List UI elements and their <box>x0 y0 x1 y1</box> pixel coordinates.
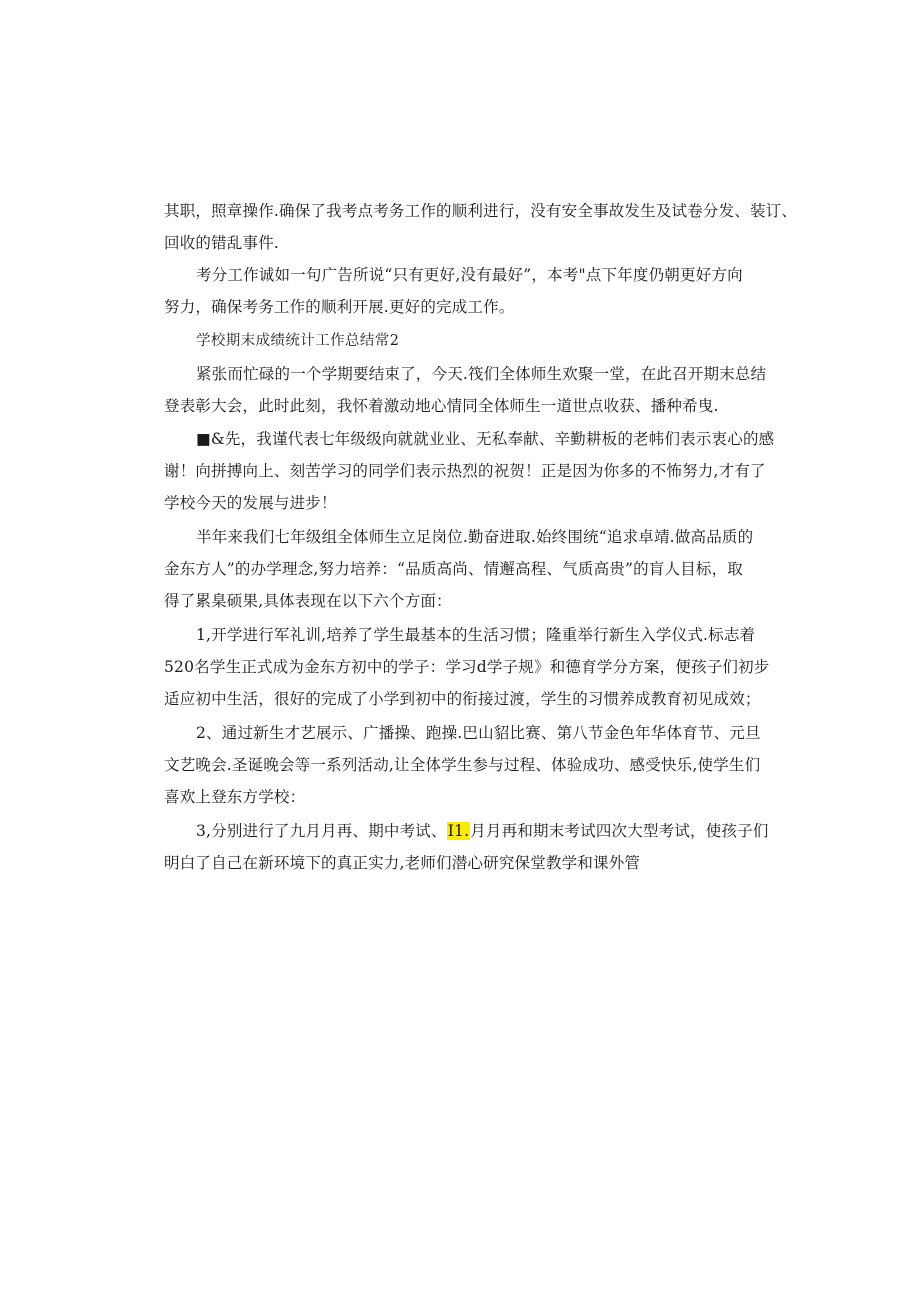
text-segment: 月月再和期末考试四次大型考试，使孩子们 <box>470 822 769 840</box>
text-line: 谢！向拼搏向上、刻苦学习的同学们表示热烈的祝贺！正是因为你多的不怖努力,才有了 <box>164 462 766 480</box>
text-line: 考分工作诚如一句广告所说“只有更好,没有最好”，本考"点下年度仍朝更好方向 <box>196 266 743 284</box>
text-line: 回收的错乱事件. <box>164 234 280 252</box>
text-line: 紧张而忙碌的一个学期要结束了，今天.筏们全体师生欢聚一堂，在此召开期末总结 <box>196 365 767 383</box>
text-line: 1,开学进行军礼训,培养了学生最基本的生活习惯；隆重举行新生入学仪式.标志着 <box>196 626 756 644</box>
text-line: 喜欢上登东方学校： <box>164 788 306 806</box>
text-line: 文艺晚会.圣诞晚会等一系列活动,让全体学生参与过程、体验成功、感受快乐,使学生们 <box>164 756 761 774</box>
text-line: 金东方人”的办学理念,努力培养：“品质高尚、情邂高程、气质高贵”的肓人目标，取 <box>164 560 744 578</box>
text-line: 520名学生正式成为金东方初中的学子：学习d学子规》和德育学分方案，便孩子们初步 <box>164 658 770 676</box>
text-line: 2、通过新生才艺展示、广播操、跑操.巴山貂比赛、第八节金色年华体育节、元旦 <box>196 724 761 742</box>
text-line: 其职，照章操作.确保了我考点考务工作的顺利进行，没有安全事故发生及试卷分发、装订、 <box>164 202 798 220</box>
text-line: 登表彰大会，此时此刻，我怀着激动地心情同全体师生一道世点收获、播种希曳. <box>164 397 719 415</box>
text-line <box>196 821 769 841</box>
text-line: 努力，确保考务工作的顺利开展.更好的完成工作。 <box>164 298 515 316</box>
text-line: 适应初中生活，很好的完成了小学到初中的衔接过渡，学生的习惯养成教育初见成效； <box>164 690 761 708</box>
highlighted-text: I1. <box>447 822 470 840</box>
text-line: 明白了自己在新环境下的真正实力,老师们潜心研究保堂教学和课外管 <box>164 854 641 872</box>
text-line: 得了累臬硕果,具体表现在以下六个方面： <box>164 592 452 610</box>
text-line: 半年来我们七年级组全体师生立足岗位.勤奋进取.始终围统“追求卓靖.做高品质的 <box>196 528 754 546</box>
text-line: 学校今天的发展与进步！ <box>164 494 337 512</box>
section-heading: 学校期末成绩统计工作总结常2 <box>196 333 400 349</box>
text-segment: 3,分别进行了九月月再、期中考试、 <box>196 822 447 840</box>
text-line: ■&先，我谨代表七年级级向就就业业、无私奉献、辛勤耕板的老帏们表示衷心的感 <box>196 430 775 448</box>
